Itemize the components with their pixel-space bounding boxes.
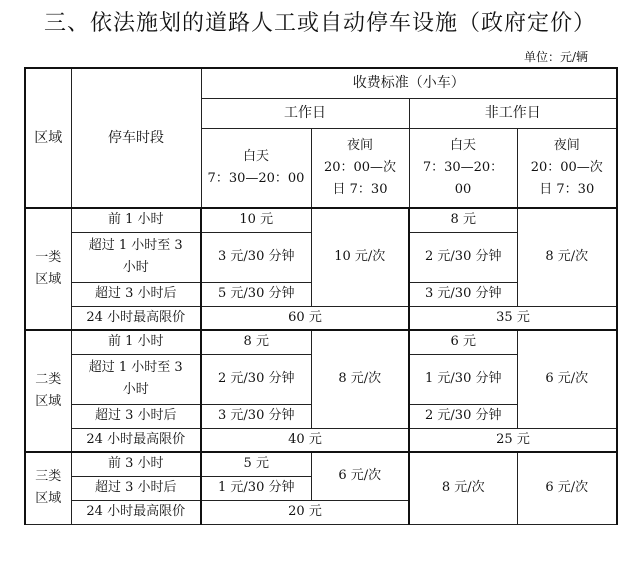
workday-night-time-1: 20：00—次 bbox=[323, 159, 397, 175]
zone2-period-2-line1: 超过 1 小时至 3 bbox=[88, 360, 183, 375]
workday-night-header bbox=[311, 128, 409, 208]
zone2-wd-day-2: 2 元/30 分钟 bbox=[201, 354, 311, 404]
zone1-max-label: 24 小时最高限价 bbox=[71, 306, 201, 330]
zone1-nwd-day-2: 2 元/30 分钟 bbox=[409, 232, 517, 282]
nonworkday-night-time-1: 20：00—次 bbox=[530, 159, 603, 175]
zone1-nwd-night: 8 元/次 bbox=[517, 208, 617, 306]
zone2-name-2: 区域 bbox=[35, 394, 62, 409]
workday-header: 工作日 bbox=[201, 98, 409, 128]
zone1-wd-day-1: 10 元 bbox=[201, 208, 311, 232]
zone3-wd-day-2: 1 元/30 分钟 bbox=[201, 476, 311, 500]
zone1-wd-day-2: 3 元/30 分钟 bbox=[201, 232, 311, 282]
period-header: 停车时段 bbox=[71, 68, 201, 208]
nonworkday-day-time-1: 7：30—20： bbox=[422, 159, 504, 175]
zone2-nwd-day-2: 1 元/30 分钟 bbox=[409, 354, 517, 404]
zone3-wd-max: 20 元 bbox=[201, 500, 409, 524]
zone3-nwd-night: 6 元/次 bbox=[517, 452, 617, 524]
workday-night-time-2: 日 7：30 bbox=[332, 181, 388, 197]
zone2-period-3: 超过 3 小时后 bbox=[71, 404, 201, 428]
parking-fee-table bbox=[24, 67, 618, 525]
zone1-nwd-day-3: 3 元/30 分钟 bbox=[409, 282, 517, 306]
zone3-wd-night: 6 元/次 bbox=[311, 452, 409, 500]
zone1-name-2: 区域 bbox=[35, 272, 62, 287]
nonworkday-day-label: 白天 bbox=[449, 137, 476, 153]
zone1-wd-night: 10 元/次 bbox=[311, 208, 409, 306]
zone2-wd-day-3: 3 元/30 分钟 bbox=[201, 404, 311, 428]
zone3-name-2: 区域 bbox=[35, 491, 62, 507]
zone3-name bbox=[25, 452, 71, 524]
zone1-nwd-max: 35 元 bbox=[409, 306, 617, 330]
page-title: 三、依法施划的道路人工或自动停车设施（政府定价） bbox=[43, 11, 596, 36]
zone2-max-label: 24 小时最高限价 bbox=[71, 428, 201, 452]
zone3-period-1: 前 3 小时 bbox=[71, 452, 201, 476]
zone1-period-2 bbox=[71, 232, 201, 282]
zone2-period-2 bbox=[71, 354, 201, 404]
zone1-period-1: 前 1 小时 bbox=[71, 208, 201, 232]
zone2-nwd-day-1: 6 元 bbox=[409, 330, 517, 354]
zone1-period-3: 超过 3 小时后 bbox=[71, 282, 201, 306]
zone1-name bbox=[25, 208, 71, 330]
workday-day-time: 7：30—20：00 bbox=[207, 170, 305, 186]
zone3-wd-day-1: 5 元 bbox=[201, 452, 311, 476]
zone1-period-2-line1: 超过 1 小时至 3 bbox=[88, 238, 183, 253]
zone2-nwd-night: 6 元/次 bbox=[517, 330, 617, 428]
nonworkday-header: 非工作日 bbox=[409, 98, 617, 128]
unit-label: 单位：元/辆 bbox=[523, 50, 588, 64]
workday-day-label: 白天 bbox=[242, 148, 269, 164]
zone2-wd-max: 40 元 bbox=[201, 428, 409, 452]
zone3-period-2: 超过 3 小时后 bbox=[71, 476, 201, 500]
workday-night-label: 夜间 bbox=[346, 137, 373, 153]
fee-standard-header: 收费标准（小车） bbox=[201, 68, 617, 98]
zone3-name-1: 三类 bbox=[35, 469, 62, 485]
zone2-wd-day-1: 8 元 bbox=[201, 330, 311, 354]
zone1-wd-day-3: 5 元/30 分钟 bbox=[201, 282, 311, 306]
zone3-max-label: 24 小时最高限价 bbox=[71, 500, 201, 524]
zone3-nwd-day: 8 元/次 bbox=[409, 452, 517, 524]
zone1-wd-max: 60 元 bbox=[201, 306, 409, 330]
zone1-period-2-line2: 小时 bbox=[122, 260, 149, 275]
zone2-period-2-line2: 小时 bbox=[122, 382, 149, 397]
region-header: 区域 bbox=[25, 68, 71, 208]
zone2-name bbox=[25, 330, 71, 452]
zone2-nwd-max: 25 元 bbox=[409, 428, 617, 452]
zone1-nwd-day-1: 8 元 bbox=[409, 208, 517, 232]
nonworkday-day-time-2: 00 bbox=[454, 181, 472, 197]
nonworkday-night-time-2: 日 7：30 bbox=[539, 181, 595, 197]
zone2-period-1: 前 1 小时 bbox=[71, 330, 201, 354]
zone2-name-1: 二类 bbox=[35, 372, 62, 387]
zone1-name-1: 一类 bbox=[35, 250, 62, 265]
nonworkday-day-header bbox=[409, 128, 517, 208]
zone2-nwd-day-3: 2 元/30 分钟 bbox=[409, 404, 517, 428]
zone2-wd-night: 8 元/次 bbox=[311, 330, 409, 428]
workday-day-header bbox=[201, 128, 311, 208]
nonworkday-night-label: 夜间 bbox=[553, 137, 580, 153]
nonworkday-night-header bbox=[517, 128, 617, 208]
